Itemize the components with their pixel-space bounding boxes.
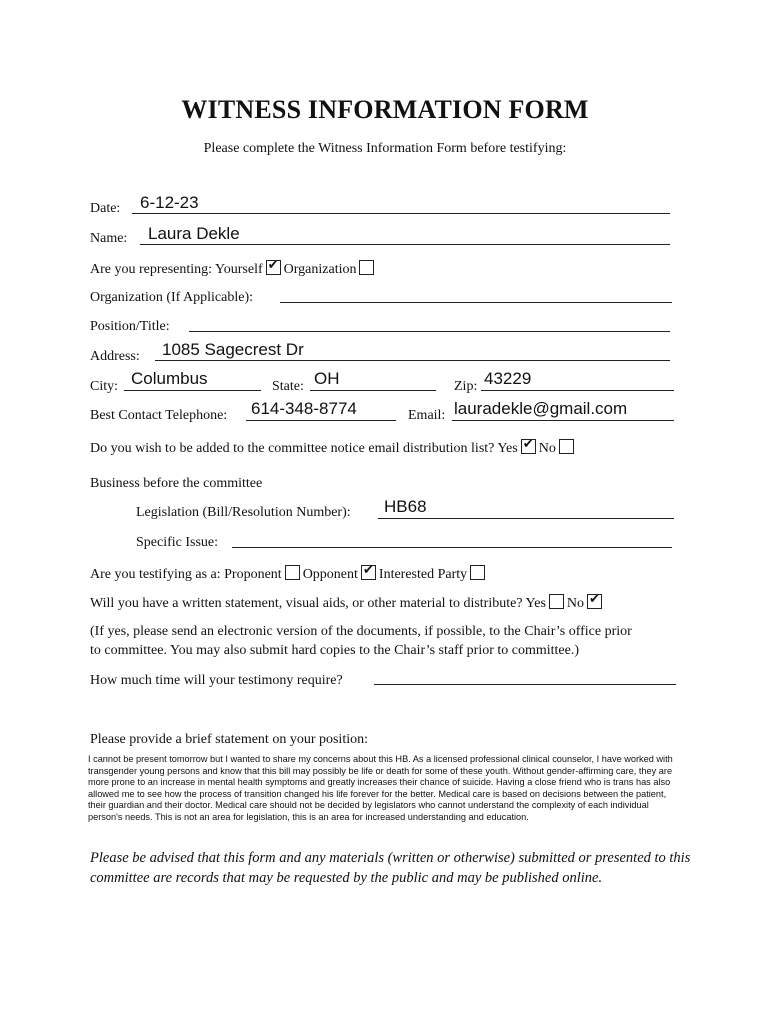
form-title: WITNESS INFORMATION FORM	[181, 95, 589, 124]
legislation-label: Legislation (Bill/Resolution Number):	[136, 505, 351, 520]
statement-text[interactable]: I cannot be present tomorrow but I wanted to share my concerns about this HB. As a licensed professional clinical counselor, I have worked with transgender young persons and know that this bill may possibly be life or death for some of these youth. Without gender-affirming care, they are more prone to an increase in mental health symptoms and greatly increases their chance of suicide. Having a close friend who is trans has also allowed me to see how the process of transition changed his life forever for the better. Medical care is based on decisions between the patient, their guardian and their doctor. Medical care should not be decided by legislators who cannot understand the complexity of each individual person's needs. This is not an area for legislation, this is an area for increased understanding and education.	[88, 754, 673, 822]
notice-list-label: Do you wish to be added to the committee notice email distribution list? Yes	[90, 441, 518, 456]
representing-label: Are you representing: Yourself	[90, 262, 263, 277]
if-yes-line-1: (If yes, please send an electronic version of the documents, if possible, to the Chair’s office prior	[90, 624, 632, 639]
time-required-label: How much time will your testimony require?	[90, 673, 343, 688]
address-label: Address:	[90, 349, 140, 364]
date-label: Date:	[90, 201, 121, 216]
written-yes-checkbox[interactable]	[549, 594, 564, 609]
notice-no-label: No	[538, 441, 556, 456]
disclaimer-text: Please be advised that this form and any materials (written or otherwise) submitted or presented to this committee are records that may be requested by the public and may be published online.	[90, 850, 691, 886]
position-field[interactable]	[189, 331, 670, 332]
time-required-field[interactable]	[374, 684, 676, 685]
specific-issue-label: Specific Issue:	[136, 535, 219, 550]
organization-field[interactable]	[280, 302, 672, 303]
zip-line	[481, 390, 674, 391]
legislation-line	[378, 518, 674, 519]
email-label: Email:	[408, 408, 446, 423]
telephone-field[interactable]: 614-348-8774	[251, 399, 357, 418]
opponent-checkbox[interactable]	[361, 565, 376, 580]
written-no-checkbox[interactable]	[587, 594, 602, 609]
business-heading: Business before the committee	[90, 476, 263, 491]
city-label: City:	[90, 379, 119, 394]
representing-row	[90, 260, 377, 278]
address-field[interactable]: 1085 Sagecrest Dr	[162, 340, 304, 359]
organization-option-label: Organization	[283, 262, 357, 277]
email-field[interactable]: lauradekle@gmail.com	[454, 399, 628, 418]
written-yes-label: Yes	[525, 596, 546, 611]
name-field[interactable]: Laura Dekle	[148, 224, 240, 243]
zip-field[interactable]: 43229	[484, 369, 532, 388]
date-line	[132, 213, 670, 214]
email-line	[452, 420, 674, 421]
opponent-label: Opponent	[302, 567, 358, 582]
telephone-line	[246, 420, 396, 421]
brief-statement-label: Please provide a brief statement on your position:	[90, 732, 368, 747]
state-line	[310, 390, 436, 391]
address-line	[155, 360, 670, 361]
city-field[interactable]: Columbus	[131, 369, 208, 388]
interested-party-label: Interested Party	[378, 567, 468, 582]
notice-yes-checkbox[interactable]	[521, 439, 536, 454]
written-statement-label: Will you have a written statement, visual aids, or other material to distribute?	[90, 596, 523, 611]
organization-checkbox[interactable]	[359, 260, 374, 275]
written-no-label: No	[566, 596, 585, 611]
specific-issue-field[interactable]	[232, 547, 672, 548]
yourself-checkbox[interactable]	[266, 260, 281, 275]
testifying-as-row	[90, 565, 488, 583]
state-field[interactable]: OH	[314, 369, 340, 388]
notice-list-row	[90, 439, 577, 457]
notice-no-checkbox[interactable]	[559, 439, 574, 454]
telephone-label: Best Contact Telephone:	[90, 408, 228, 423]
position-label: Position/Title:	[90, 319, 170, 334]
form-subtitle: Please complete the Witness Information Form before testifying:	[203, 141, 567, 156]
if-yes-line-2: to committee. You may also submit hard copies to the Chair’s staff prior to committee.)	[90, 643, 580, 658]
zip-label: Zip:	[454, 379, 478, 394]
interested-party-checkbox[interactable]	[470, 565, 485, 580]
state-label: State:	[272, 379, 304, 394]
written-statement-row	[90, 594, 605, 612]
testifying-as-label: Are you testifying as a: Proponent	[90, 567, 282, 582]
name-label: Name:	[90, 231, 128, 246]
proponent-checkbox[interactable]	[285, 565, 300, 580]
city-line	[124, 390, 261, 391]
date-field[interactable]: 6-12-23	[140, 193, 199, 212]
organization-label: Organization (If Applicable):	[90, 290, 254, 305]
legislation-field[interactable]: HB68	[384, 497, 427, 516]
name-line	[140, 244, 670, 245]
